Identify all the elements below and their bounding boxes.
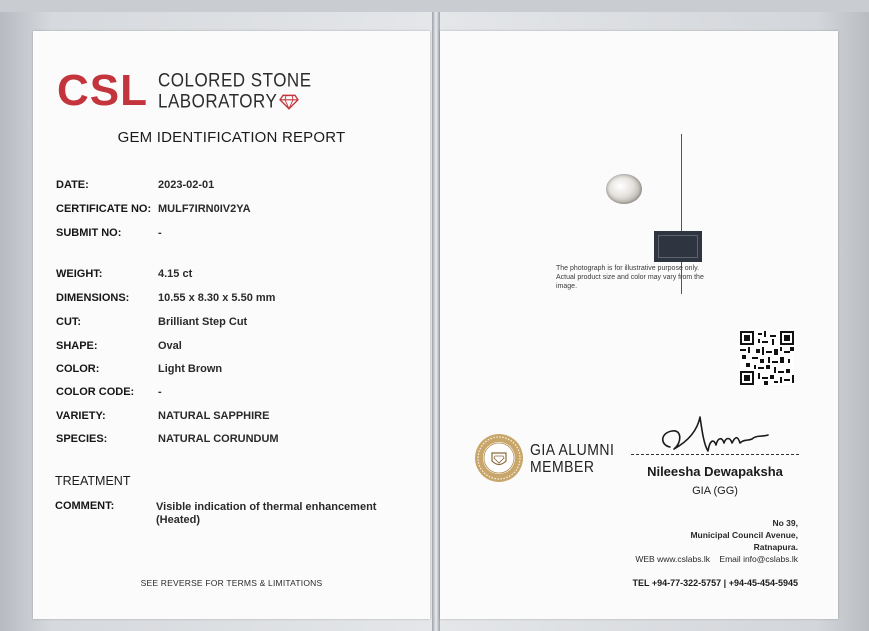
terms-notice: SEE REVERSE FOR TERMS & LIMITATIONS [140,578,323,588]
field-value: Brilliant Step Cut [158,316,248,328]
gia-alumni-text [530,441,614,476]
field-value: - [158,386,162,398]
comment-line: Visible indication of thermal enhancement [156,501,377,513]
field-label: VARIETY: [56,410,106,422]
logo-mark: CSL [57,66,148,115]
field-value: MULF7IRN0IV2YA [158,203,251,215]
comment-label: COMMENT: [55,500,115,512]
report-title: GEM IDENTIFICATION REPORT [117,129,346,146]
qr-code-icon [740,331,794,385]
field-label: SHAPE: [56,340,98,352]
address-line: No 39, [772,518,798,528]
gia-line1: GIA ALUMNI [530,439,615,459]
field-value: - [158,227,162,239]
field-label: DIMENSIONS: [56,292,130,304]
gia-seal-icon [474,433,524,483]
center-fold [432,12,440,631]
comment-value [156,501,396,527]
comment-line: (Heated) [156,514,201,526]
field-label: WEIGHT: [56,268,103,280]
field-label: COLOR: [56,363,100,375]
email-label: Email [719,554,741,564]
gemstone-photo [606,174,642,204]
gia-line2: MEMBER [530,457,595,476]
address-line: Municipal Council Avenue, [690,530,798,540]
field-value: 2023-02-01 [158,179,215,191]
field-value: Oval [158,340,182,352]
csl-logo [57,66,312,115]
field-label: SPECIES: [56,433,108,445]
telephone-line: TEL +94-77-322-5757 | +94-45-454-5945 [632,578,798,588]
treatment-heading: TREATMENT [55,474,131,488]
field-value: Light Brown [158,363,223,375]
report-left-page [33,31,430,619]
field-label: DATE: [56,179,89,191]
field-label: CERTIFICATE NO: [56,203,152,215]
address-line: Ratnapura. [753,542,798,552]
field-value: NATURAL CORUNDUM [158,433,279,445]
web-email-line [635,554,798,564]
signature [652,409,782,459]
gem-icon [279,94,299,110]
email-link[interactable]: info@cslabs.lk [743,554,798,564]
signatory-name: Nileesha Dewapaksha [647,464,783,479]
signatory-title: GIA (GG) [692,485,738,497]
field-value: 10.55 x 8.30 x 5.50 mm [158,292,276,304]
web-link[interactable]: www.cslabs.lk [657,554,710,564]
field-label: CUT: [56,316,82,328]
field-label: SUBMIT NO: [56,227,122,239]
photo-disclaimer: The photograph is for illustrative purpose only. Actual product size and color may vary from the image. [556,265,704,290]
logo-line1: COLORED STONE [158,69,312,92]
logo-words [158,69,312,113]
logo-line2-wrap [158,92,312,111]
signature-line [631,454,799,455]
field-label: COLOR CODE: [56,386,135,398]
field-value: 4.15 ct [158,268,193,280]
logo-line2: LABORATORY [158,90,278,113]
report-right-page [440,31,838,619]
web-label: WEB [635,554,655,564]
scale-reference [654,231,702,262]
field-value: NATURAL SAPPHIRE [158,410,270,422]
